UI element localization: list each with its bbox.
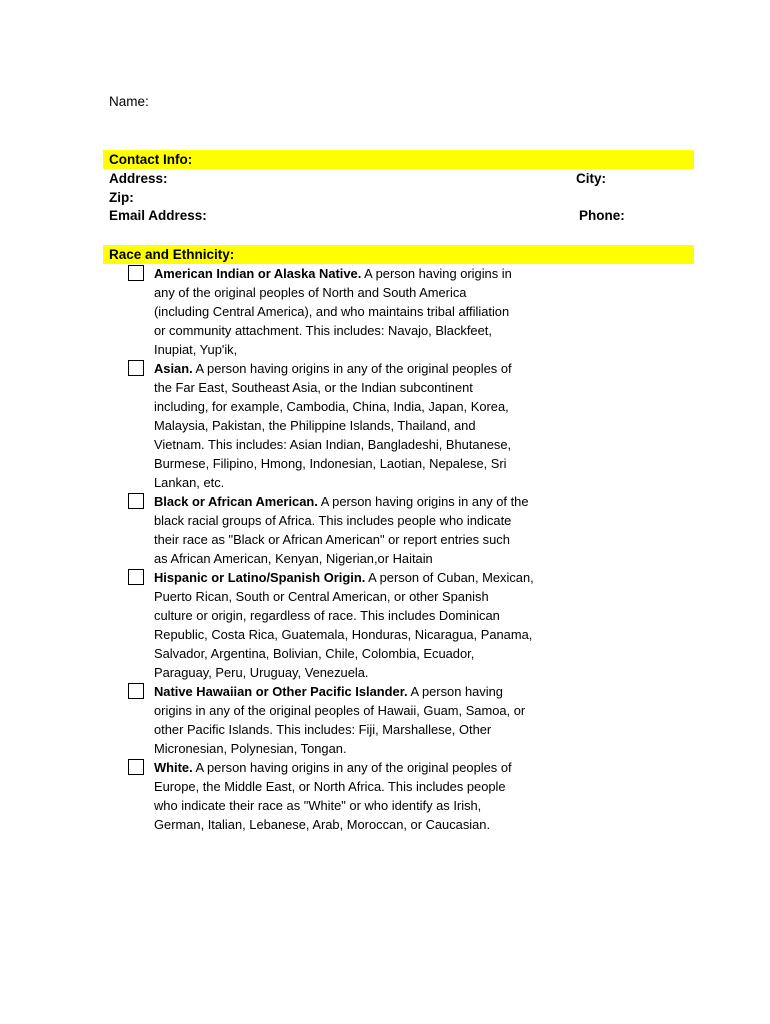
race-option xyxy=(126,492,556,568)
zip-label: Zip: xyxy=(109,190,134,205)
race-option-description-line: A person of Cuban, Mexican, xyxy=(365,570,534,585)
race-option-description-line: other Pacific Islands. This includes: Fiji, Marshallese, Other xyxy=(154,722,492,737)
race-option-checkbox[interactable] xyxy=(128,759,144,775)
race-option-description-line: Republic, Costa Rica, Guatemala, Honduras, Nicaragua, Panama, xyxy=(154,627,533,642)
email-address-label: Email Address: xyxy=(109,208,207,223)
race-option-name: White. xyxy=(154,760,193,775)
race-option-checkbox[interactable] xyxy=(128,493,144,509)
race-option-name: Native Hawaiian or Other Pacific Islander. xyxy=(154,684,408,699)
race-option-description-line: A person having origins in any of the original peoples of xyxy=(192,760,512,775)
race-ethnicity-band xyxy=(103,245,694,264)
race-option-description-line: Europe, the Middle East, or North Africa. This includes people xyxy=(154,779,506,794)
race-option xyxy=(126,359,556,492)
race-option-description-line: Malaysia, Pakistan, the Philippine Islands, Thailand, and xyxy=(154,418,476,433)
race-options-list xyxy=(126,264,556,834)
race-option-description-line: including, for example, Cambodia, China, India, Japan, Korea, xyxy=(154,399,509,414)
contact-info-band xyxy=(103,150,694,169)
race-option xyxy=(126,682,556,758)
race-option xyxy=(126,264,556,359)
race-option-description-line: Paraguay, Peru, Uruguay, Venezuela. xyxy=(154,665,369,680)
race-option-checkbox[interactable] xyxy=(128,683,144,699)
race-option-description-line: (including Central America), and who maintains tribal affiliation xyxy=(154,304,510,319)
race-option-description-line: Salvador, Argentina, Bolivian, Chile, Colombia, Ecuador, xyxy=(154,646,475,661)
race-option-description-line: A person having xyxy=(407,684,503,699)
race-option-name: Hispanic or Latino/Spanish Origin. xyxy=(154,570,366,585)
race-option-description-line: the Far East, Southeast Asia, or the Indian subcontinent xyxy=(154,380,473,395)
race-option-description-line: Puerto Rican, South or Central American, or other Spanish xyxy=(154,589,489,604)
race-option-checkbox[interactable] xyxy=(128,569,144,585)
race-option-description-line: or community attachment. This includes: Navajo, Blackfeet, xyxy=(154,323,492,338)
race-option-checkbox[interactable] xyxy=(128,265,144,281)
race-option-description-line: Lankan, etc. xyxy=(154,475,225,490)
race-option-description-line: black racial groups of Africa. This includes people who indicate xyxy=(154,513,512,528)
race-option-name: American Indian or Alaska Native. xyxy=(154,266,362,281)
race-option-checkbox[interactable] xyxy=(128,360,144,376)
race-option-description-line: Micronesian, Polynesian, Tongan. xyxy=(154,741,347,756)
race-ethnicity-header: Race and Ethnicity: xyxy=(109,247,235,262)
city-label: City: xyxy=(576,171,606,186)
name-label: Name: xyxy=(109,94,149,109)
phone-label: Phone: xyxy=(579,208,625,223)
race-option-description-line: who indicate their race as "White" or who identify as Irish, xyxy=(154,798,482,813)
race-option-description-line: Burmese, Filipino, Hmong, Indonesian, Laotian, Nepalese, Sri xyxy=(154,456,507,471)
race-option-description-line: as African American, Kenyan, Nigerian,or Haitain xyxy=(154,551,433,566)
race-option-description-line: A person having origins in any of the original peoples of xyxy=(192,361,512,376)
race-option xyxy=(126,568,556,682)
race-option-description-line: A person having origins in any of the xyxy=(317,494,529,509)
address-label: Address: xyxy=(109,171,168,186)
race-option-description-line: German, Italian, Lebanese, Arab, Moroccan, or Caucasian. xyxy=(154,817,491,832)
race-option-description-line: Inupiat, Yup'ik, xyxy=(154,342,238,357)
race-option-description-line: origins in any of the original peoples of Hawaii, Guam, Samoa, or xyxy=(154,703,526,718)
race-option-description-line: culture or origin, regardless of race. This includes Dominican xyxy=(154,608,500,623)
race-option-description-line: A person having origins in xyxy=(361,266,512,281)
race-option-description-line: any of the original peoples of North and South America xyxy=(154,285,467,300)
contact-info-header: Contact Info: xyxy=(109,152,193,167)
race-option-name: Asian. xyxy=(154,361,193,376)
race-option-description-line: their race as "Black or African American" or report entries such xyxy=(154,532,510,547)
race-option-name: Black or African American. xyxy=(154,494,318,509)
race-option-description-line: Vietnam. This includes: Asian Indian, Bangladeshi, Bhutanese, xyxy=(154,437,512,452)
race-option xyxy=(126,758,556,834)
